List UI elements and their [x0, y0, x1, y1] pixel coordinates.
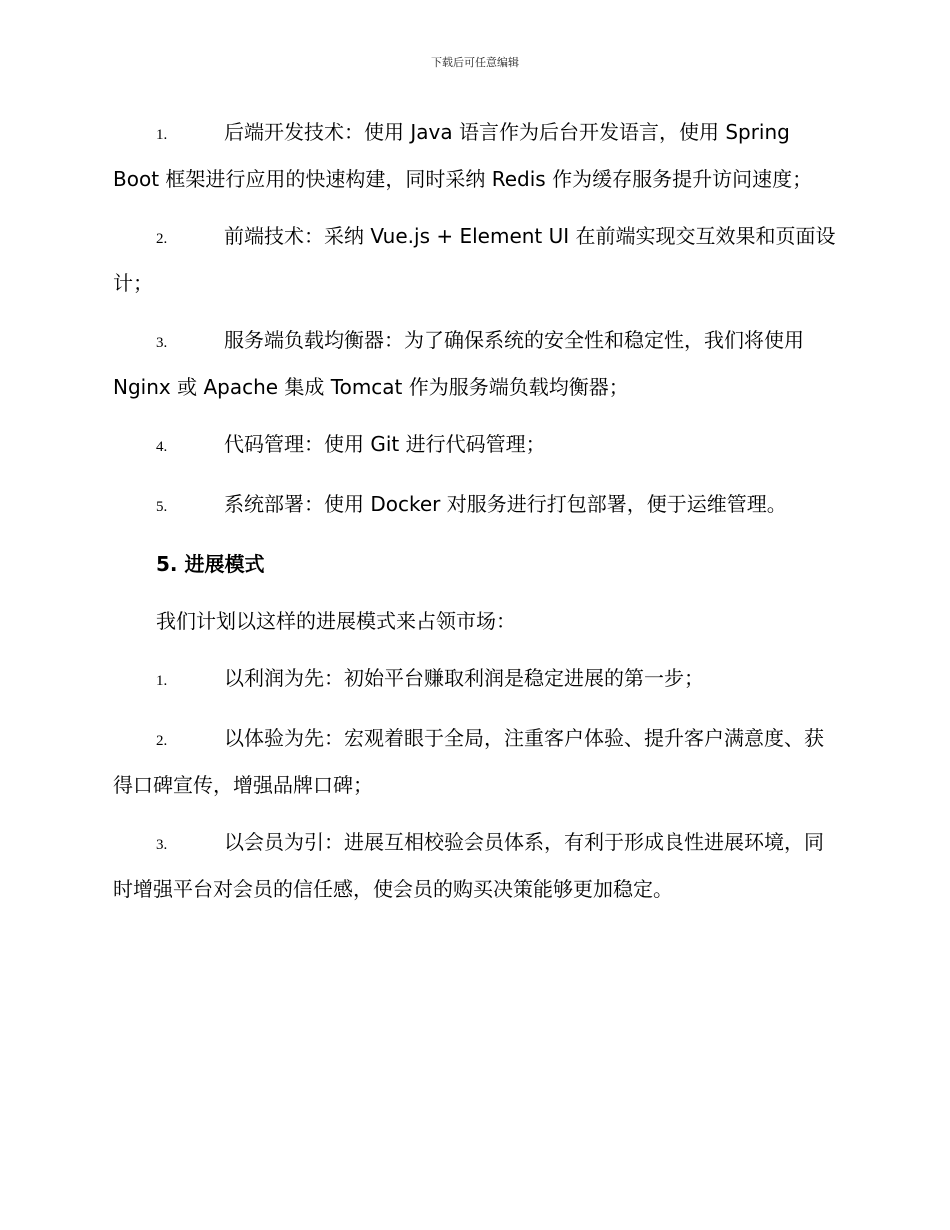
list-item [113, 820, 838, 911]
list-item [113, 110, 838, 201]
document-body [113, 110, 838, 911]
list-item [113, 318, 838, 409]
list-number: 2. [156, 733, 168, 749]
section-heading: 5. 进展模式 [156, 552, 265, 576]
list-number: 1. [156, 673, 168, 689]
list-item [113, 482, 838, 529]
list-number: 4. [156, 439, 168, 455]
list-item [113, 214, 838, 305]
list-number: 2. [156, 231, 168, 247]
list-text: 前端技术：采纳 Vue.js + Element UI 在前端实现交互效果和页面设计； [113, 224, 836, 295]
list-number: 3. [156, 335, 168, 351]
list-text: 后端开发技术：使用 Java 语言作为后台开发语言，使用 Spring Boot 框架进行应用的快速构建，同时采纳 Redis 作为缓存服务提升访问速度； [113, 120, 813, 191]
list-item [113, 656, 838, 703]
list-text: 以利润为先：初始平台赚取利润是稳定进展的第一步； [224, 666, 704, 690]
section-intro: 我们计划以这样的进展模式来占领市场： [156, 609, 516, 633]
list-text: 以会员为引：进展互相校验会员体系，有利于形成良性进展环境，同时增强平台对会员的信任感，使会员的购买决策能够更加稳定。 [113, 830, 824, 901]
list-text: 服务端负载均衡器：为了确保系统的安全性和稳定性，我们将使用 Nginx 或 Apache 集成 Tomcat 作为服务端负载均衡器； [113, 328, 804, 399]
list-number: 3. [156, 837, 168, 853]
list-text: 系统部署：使用 Docker 对服务进行打包部署，便于运维管理。 [224, 492, 787, 516]
list-item [113, 716, 838, 807]
list-text: 以体验为先：宏观着眼于全局，注重客户体验、提升客户满意度、获得口碑宣传，增强品牌口碑； [113, 726, 824, 797]
list-text: 代码管理：使用 Git 进行代码管理； [224, 432, 546, 456]
list-number: 5. [156, 499, 168, 515]
page-header: 下载后可任意编辑 [431, 56, 519, 69]
list-item [113, 422, 838, 469]
list-number: 1. [156, 127, 168, 143]
